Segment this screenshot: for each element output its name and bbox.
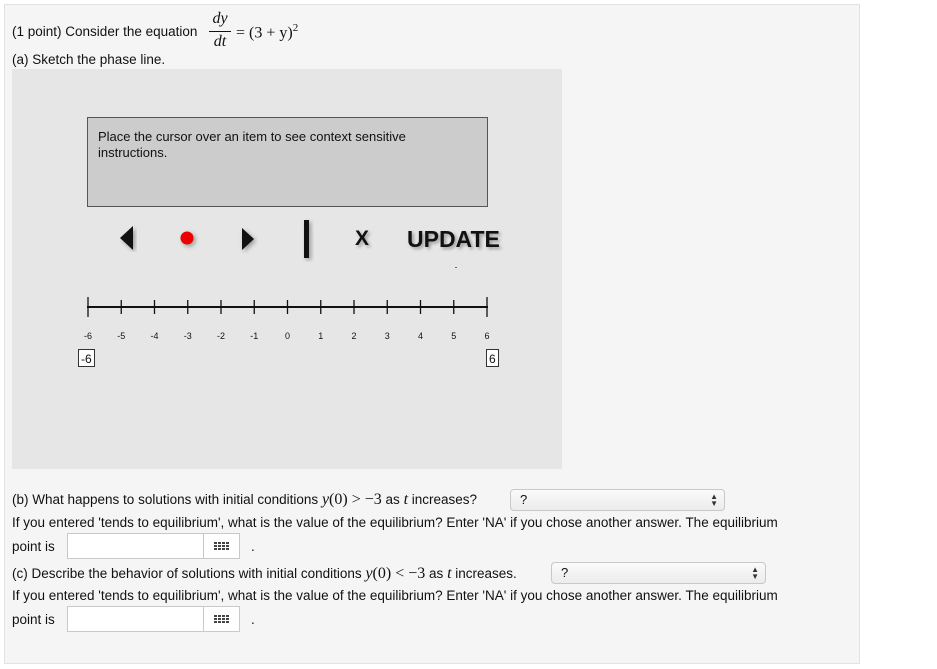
delete-x-button[interactable]: X xyxy=(355,227,370,250)
part-b-equilibrium-input[interactable] xyxy=(67,533,204,559)
part-a-text: (a) Sketch the phase line. xyxy=(12,52,166,67)
tick-label: 2 xyxy=(351,331,357,341)
tick-label: -4 xyxy=(150,331,159,341)
part-b-point-label: point is xyxy=(12,539,55,554)
part-b-question: (b) What happens to solutions with initial conditions y(0) > −3 as t increases? xyxy=(12,491,478,508)
number-line[interactable] xyxy=(80,295,495,319)
tick-label: 5 xyxy=(451,331,457,341)
select-arrows-icon: ▲ ▼ xyxy=(710,492,718,508)
part-b-grid-button[interactable] xyxy=(204,533,240,559)
tick-label: 4 xyxy=(417,331,423,341)
part-c-period: . xyxy=(251,612,255,627)
part-b-followup: If you entered 'tends to equilibrium', what is the value of the equilibrium? Enter 'NA' if you chose another answer. The equilibrium xyxy=(12,515,778,530)
min-range-box[interactable]: -6 xyxy=(78,349,95,367)
part-c-question: (c) Describe the behavior of solutions with initial conditions y(0) < −3 as t increases. xyxy=(12,565,517,582)
tick-label: -1 xyxy=(250,331,259,341)
tick-label: -6 xyxy=(83,331,92,341)
arrow-right-tool[interactable] xyxy=(238,226,258,254)
tick-label: 1 xyxy=(318,331,324,341)
tick-label: -2 xyxy=(216,331,225,341)
points-label: (1 point) xyxy=(12,24,62,39)
tick-label: 0 xyxy=(284,331,290,341)
instructions-box: Place the cursor over an item to see context sensitive instructions. xyxy=(87,117,488,207)
grid-icon xyxy=(204,534,238,558)
tick-label: -5 xyxy=(117,331,126,341)
select-arrows-icon: ▲ ▼ xyxy=(751,565,759,581)
part-b-select[interactable]: ? ▲ ▼ xyxy=(510,489,725,511)
intro-text: Consider the equation xyxy=(65,24,198,39)
small-mark xyxy=(455,267,457,268)
part-c-select[interactable]: ? ▲ ▼ xyxy=(551,562,766,584)
part-c-equilibrium-input[interactable] xyxy=(67,606,204,632)
eq-numerator: dy xyxy=(212,10,228,27)
eq-exponent: 2 xyxy=(292,22,299,34)
tick-label: -3 xyxy=(183,331,192,341)
tick-label: 6 xyxy=(484,331,490,341)
equilibrium-dot-tool[interactable] xyxy=(176,227,200,251)
vertical-bar-tool[interactable] xyxy=(302,218,314,262)
part-c-grid-button[interactable] xyxy=(204,606,240,632)
problem-statement xyxy=(12,24,197,39)
fraction-bar xyxy=(209,31,231,32)
grid-icon xyxy=(204,607,238,631)
max-range-box[interactable]: 6 xyxy=(486,349,499,367)
arrow-left-tool[interactable] xyxy=(117,224,137,252)
part-c-point-label: point is xyxy=(12,612,55,627)
eq-denominator: dt xyxy=(213,33,227,50)
eq-rhs: = $(3 + y)^2$ xyxy=(236,22,299,42)
tick-label: 3 xyxy=(384,331,390,341)
part-b-period: . xyxy=(251,539,255,554)
part-c-followup: If you entered 'tends to equilibrium', what is the value of the equilibrium? Enter 'NA' if you chose another answer. The equilibrium xyxy=(12,588,778,603)
update-button[interactable]: UPDATE xyxy=(407,226,500,252)
